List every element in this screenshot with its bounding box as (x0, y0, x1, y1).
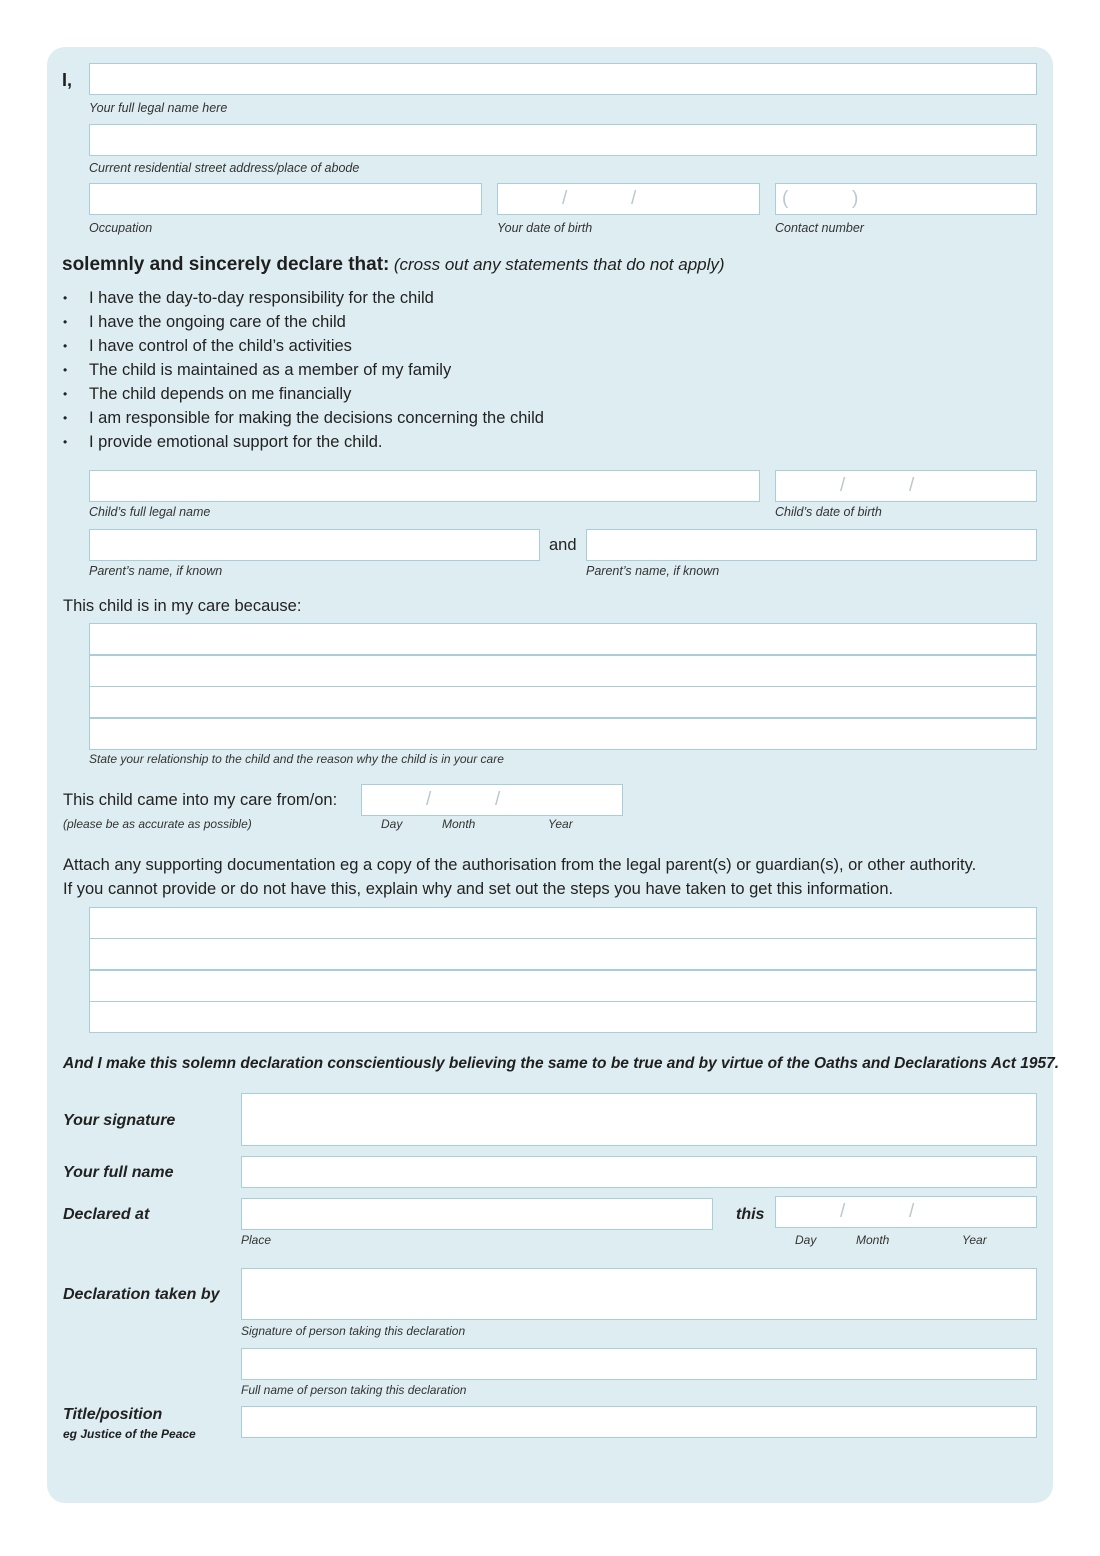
your-date-of-birth-field[interactable] (497, 183, 760, 215)
contact-number-caption: Contact number (775, 221, 864, 235)
your-signature-label: Your signature (63, 1112, 176, 1129)
declare-heading-line (62, 254, 725, 276)
month-caption: Month (442, 817, 476, 831)
full-legal-name-field[interactable] (89, 63, 1037, 95)
month-caption: Month (856, 1233, 890, 1247)
occupation-field[interactable] (89, 183, 482, 215)
statement-item: • I am responsible for making the decisions concerning the child (63, 406, 544, 430)
care-reason-line-3[interactable] (89, 686, 1037, 718)
statement-item: • I provide emotional support for the child. (63, 430, 544, 454)
child-full-legal-name-caption: Child’s full legal name (89, 505, 211, 519)
declarant-prefix: I, (62, 70, 73, 90)
taker-full-name-field[interactable] (241, 1348, 1037, 1380)
care-reason-line-2[interactable] (89, 655, 1037, 687)
your-date-of-birth-caption: Your date of birth (497, 221, 593, 235)
explanation-line-3[interactable] (89, 970, 1037, 1002)
occupation-caption: Occupation (89, 221, 153, 235)
relationship-caption: State your relationship to the child and the reason why the child is in your care (89, 752, 504, 766)
and-text: and (549, 536, 577, 554)
title-position-field[interactable] (241, 1406, 1037, 1438)
care-start-date-field[interactable] (361, 784, 623, 816)
declaration-statements (63, 286, 544, 454)
place-caption: Place (241, 1233, 272, 1247)
your-signature-field[interactable] (241, 1093, 1037, 1146)
area-code-open-paren: ( (782, 188, 789, 209)
residential-address-field[interactable] (89, 124, 1037, 156)
date-separator: / (631, 188, 637, 209)
taker-signature-caption: Signature of person taking this declaration (241, 1324, 466, 1338)
parent-name-caption-2: Parent’s name, if known (586, 564, 720, 578)
title-position-label: Title/position (63, 1406, 163, 1423)
residential-address-caption: Current residential street address/place of abode (89, 161, 360, 175)
explanation-line-1[interactable] (89, 907, 1037, 939)
statement-item: • I have the day-to-day responsibility for the child (63, 286, 544, 310)
statement-item: • The child depends on me financially (63, 382, 544, 406)
taker-signature-field[interactable] (241, 1268, 1037, 1320)
explanation-line-4[interactable] (89, 1001, 1037, 1033)
parent-name-caption-1: Parent’s name, if known (89, 564, 223, 578)
statement-item: • I have control of the child’s activities (63, 334, 544, 358)
child-full-legal-name-field[interactable] (89, 470, 760, 502)
date-separator: / (426, 789, 432, 810)
date-separator: / (840, 1201, 846, 1222)
date-separator: / (909, 475, 915, 496)
explanation-line-2[interactable] (89, 938, 1037, 970)
date-separator: / (562, 188, 568, 209)
attach-instructions-line-1: Attach any supporting documentation eg a copy of the authorisation from the legal parent(s) or guardian(s), or other authority. (63, 856, 977, 874)
year-caption: Year (962, 1233, 987, 1247)
attach-instructions-line-2: If you cannot provide or do not have this, explain why and set out the steps you have taken to get this information. (63, 880, 894, 898)
statement-item: • I have the ongoing care of the child (63, 310, 544, 334)
date-separator: / (909, 1201, 915, 1222)
taker-full-name-caption: Full name of person taking this declaration (241, 1383, 467, 1397)
parent-name-field-2[interactable] (586, 529, 1037, 561)
accuracy-note: (please be as accurate as possible) (63, 817, 252, 831)
date-separator: / (840, 475, 846, 496)
care-reason-line-4[interactable] (89, 718, 1037, 750)
care-because-label: This child is in my care because: (63, 597, 302, 615)
full-legal-name-caption: Your full legal name here (89, 101, 228, 115)
your-full-name-label: Your full name (63, 1164, 174, 1181)
contact-number-field[interactable] (775, 183, 1037, 215)
care-reason-line-1[interactable] (89, 623, 1037, 655)
area-code-close-paren: ) (852, 188, 859, 209)
day-caption: Day (795, 1233, 817, 1247)
title-position-example: eg Justice of the Peace (63, 1427, 196, 1441)
declare-note: (cross out any statements that do not apply) (393, 255, 725, 274)
child-date-of-birth-field[interactable] (775, 470, 1037, 502)
this-label: this (736, 1206, 765, 1223)
declared-at-place-field[interactable] (241, 1198, 713, 1230)
declare-heading: solemnly and sincerely declare that: (62, 254, 390, 275)
solemn-declaration-statement: And I make this solemn declaration conscientiously believing the same to be true and by virtue of the Oaths and Declarations Act 1957. (63, 1055, 1059, 1072)
parent-name-field-1[interactable] (89, 529, 540, 561)
came-into-care-label: This child came into my care from/on: (63, 791, 338, 809)
day-caption: Day (381, 817, 403, 831)
declared-at-label: Declared at (63, 1206, 150, 1223)
statement-item: • The child is maintained as a member of my family (63, 358, 544, 382)
date-separator: / (495, 789, 501, 810)
declared-date-field[interactable] (775, 1196, 1037, 1228)
your-full-name-field[interactable] (241, 1156, 1037, 1188)
child-date-of-birth-caption: Child’s date of birth (775, 505, 882, 519)
year-caption: Year (548, 817, 573, 831)
declaration-taken-by-label: Declaration taken by (63, 1286, 220, 1303)
